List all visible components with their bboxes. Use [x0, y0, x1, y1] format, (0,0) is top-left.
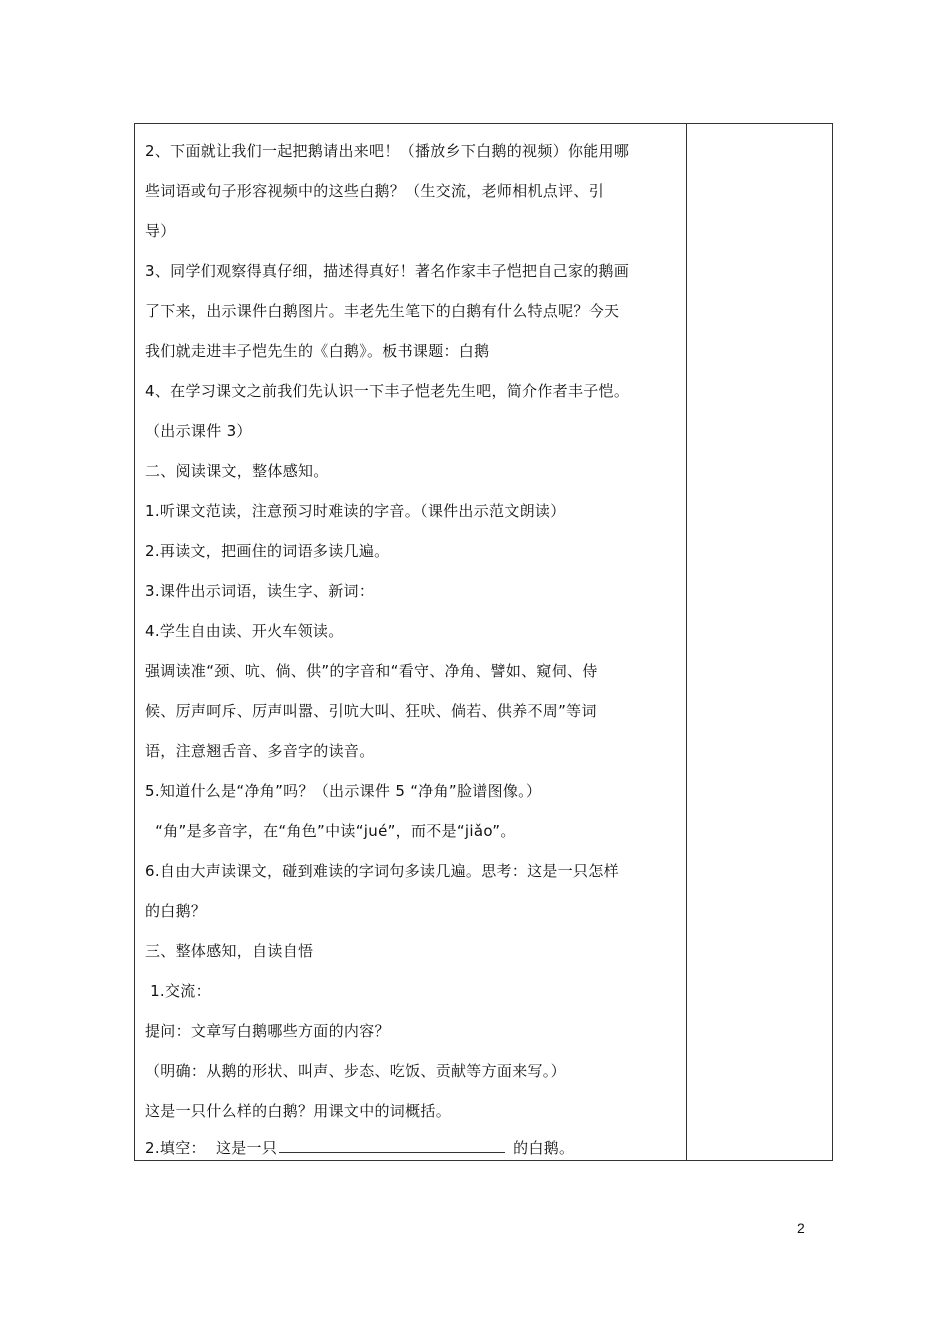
text-line: 语，注意翘舌音、多音字的读音。	[145, 742, 375, 760]
fill-prefix: 2.填空： 这是一只	[145, 1139, 278, 1157]
text-line: 强调读准“颈、吭、倘、供”的字音和“看守、净角、譬如、窥伺、侍	[145, 662, 598, 680]
fill-suffix: 的白鹅。	[513, 1139, 575, 1157]
fill-in-blank-line	[145, 1137, 574, 1158]
text-line: 4、在学习课文之前我们先认识一下丰子恺老先生吧，简介作者丰子恺。	[145, 382, 630, 400]
text-line: 了下来，出示课件白鹅图片。丰老先生笔下的白鹅有什么特点呢？今天	[145, 302, 620, 320]
answer-blank	[279, 1137, 505, 1153]
text-line: 这是一只什么样的白鹅？用课文中的词概括。	[145, 1102, 452, 1120]
text-line: 的白鹅？	[145, 902, 207, 920]
text-line: 4.学生自由读、开火车领读。	[145, 622, 344, 640]
text-line: “角”是多音字，在“角色”中读“jué”，而不是“jiǎo”。	[145, 822, 516, 840]
text-line: 5.知道什么是“净角”吗？（出示课件 5 “净角”脸谱图像。）	[145, 782, 542, 800]
text-line: 提问：文章写白鹅哪些方面的内容？	[145, 1022, 390, 1040]
text-line: 候、厉声呵斥、厉声叫嚣、引吭大叫、狂吠、倘若、供养不周”等词	[145, 702, 597, 720]
text-line: 1.交流：	[145, 982, 211, 1000]
section-heading: 二、阅读课文，整体感知。	[145, 462, 329, 480]
section-heading: 三、整体感知，自读自悟	[145, 942, 314, 960]
lesson-plan-table	[134, 123, 833, 1161]
text-line: 导）	[145, 222, 176, 240]
text-line: 2.再读文，把画住的词语多读几遍。	[145, 542, 390, 560]
notes-cell	[687, 124, 832, 1160]
lesson-content-cell	[135, 124, 687, 1160]
text-line: 些词语或句子形容视频中的这些白鹅？（生交流，老师相机点评、引	[145, 182, 605, 200]
text-line: 我们就走进丰子恺先生的《白鹅》。板书课题：白鹅	[145, 342, 490, 360]
text-line: 3、同学们观察得真仔细，描述得真好！著名作家丰子恺把自己家的鹅画	[145, 262, 630, 280]
text-line: （出示课件 3）	[145, 422, 252, 440]
text-line: 6.自由大声读课文，碰到难读的字词句多读几遍。思考：这是一只怎样	[145, 862, 619, 880]
text-line: 3.课件出示词语，读生字、新词：	[145, 582, 375, 600]
text-line: 1.听课文范读，注意预习时难读的字音。（课件出示范文朗读）	[145, 502, 566, 520]
text-line: 2、下面就让我们一起把鹅请出来吧！（播放乡下白鹅的视频）你能用哪	[145, 142, 630, 160]
text-line: （明确：从鹅的形状、叫声、步态、吃饭、贡献等方面来写。）	[145, 1062, 566, 1080]
page-number: 2	[797, 1220, 805, 1236]
